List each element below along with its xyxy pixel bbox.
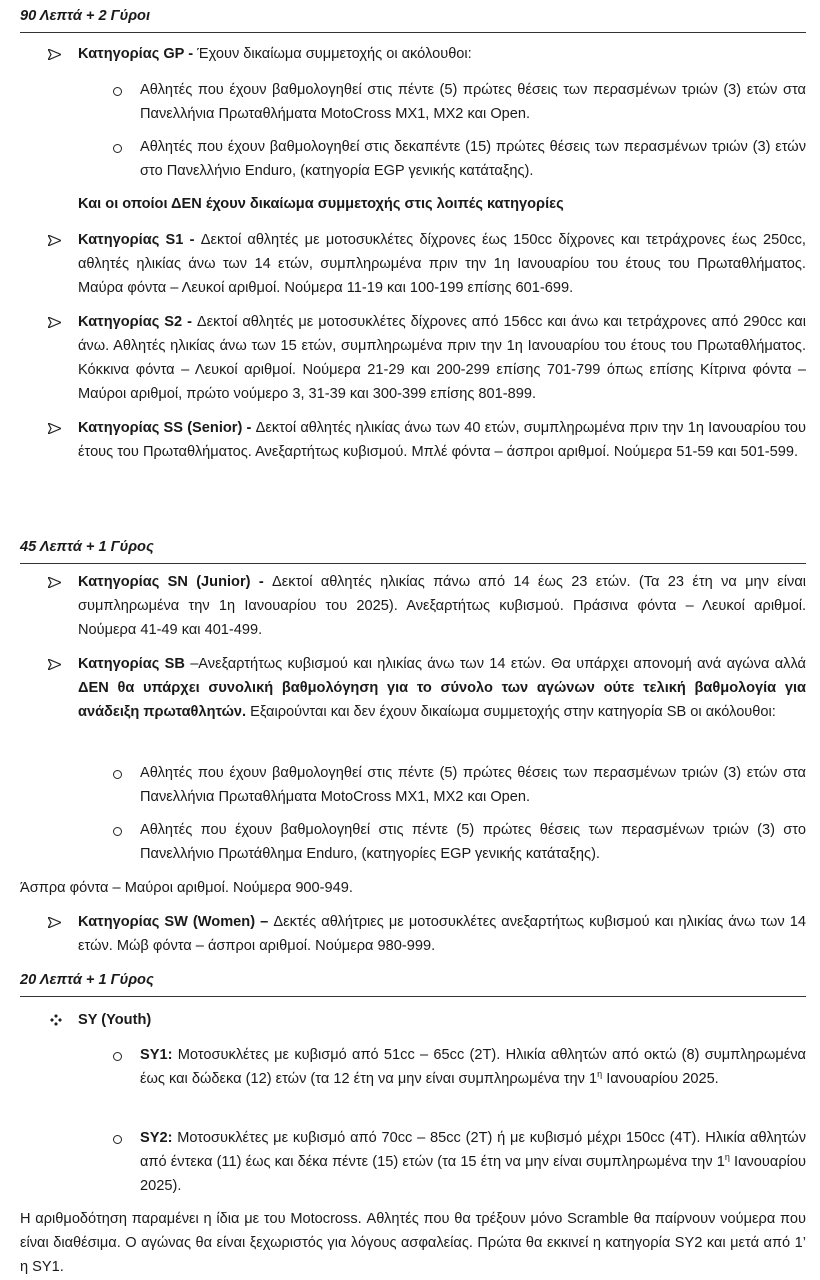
category-ss — [78, 416, 806, 464]
sb-subitem-1-text: Αθλητές που έχουν βαθμολογηθεί στις πέντε (5) πρώτες θέσεις των περασμένων τριών (3) ετών στα Πανελλήνια Πρωταθλήματα MotoCross MX1, MX2 και Open. — [140, 765, 806, 805]
category-sy-label: SY (Youth) — [78, 1012, 152, 1028]
circle-bullet-icon — [113, 144, 122, 153]
category-sw-text: Δεκτές αθλήτριες με μοτοσυκλέτες ανεξαρτήτως κυβισμού και ηλικίας άνω των 14 ετών. Μώβ φόντα – άσπροι αριθμοί. Νούμερα 980-999. — [78, 914, 806, 954]
circle-bullet-icon — [113, 827, 122, 836]
gp-subitem-2 — [140, 135, 806, 183]
arrow-bullet-icon — [48, 577, 61, 588]
sy1-text: Μοτοσυκλέτες με κυβισμό από 51cc – 65cc (2T). Ηλικία αθλητών από οκτώ (8) συμπληρωμένα έως και δώδεκα (12) ετών (τα 12 έτη να μην είναι συμπληρωμένα την 1 — [140, 1047, 806, 1087]
sy1-label: SY1: — [140, 1047, 173, 1063]
category-s1-text: Δεκτοί αθλητές με μοτοσυκλέτες δίχρονες έως 150cc δίχρονες και τετράχρονες έως 250cc, αθλητές ηλικίας άνω των 14 ετών, συμπληρωμένα πριν την 1η Ιανουαρίου του έτους του Πρωταθλήματος. Μαύρα φόντα – Λευκοί αριθμοί. Νούμερα 11-19 και 100-199 επίσης 601-699. — [78, 232, 806, 296]
category-sb-label: Κατηγορίας SB — [78, 656, 185, 672]
category-sb — [78, 652, 806, 724]
arrow-bullet-icon — [48, 49, 61, 60]
diamond-bullet-icon — [50, 1014, 62, 1026]
category-s2 — [78, 310, 806, 406]
gp-subitem-2-text: Αθλητές που έχουν βαθμολογηθεί στις δεκαπέντε (15) πρώτες θέσεις των περασμένων τριών (3) ετών στο Πανελλήνιο Enduro, (κατηγορία EGP γενικής κατάταξης). — [140, 139, 806, 179]
gp-note — [78, 192, 806, 216]
category-s1 — [78, 228, 806, 300]
footer-paragraph: Η αριθμοδότηση παραμένει η ίδια με του Motocross. Αθλητές που θα τρέξουν μόνο Scramble θα παίρνουν νούμερα που είναι διαθέσιμα. Ο αγώνας θα είναι ξεχωριστός για λόγους ασφαλείας. Πρώτα θα εκκινεί η κατηγορία SY2 και μετά από 1’ η SY1. — [20, 1211, 806, 1275]
category-gp — [78, 42, 806, 66]
circle-bullet-icon — [113, 770, 122, 779]
category-sb-text2: Εξαιρούνται και δεν έχουν δικαίωμα συμμετοχής στην κατηγορία SB οι ακόλουθοι: — [246, 704, 776, 720]
category-sn-text: Δεκτοί αθλητές ηλικίας πάνω από 14 έως 23 ετών. (Τα 23 έτη να μην είναι συμπληρωμένα την 1η Ιανουαρίου του 2025). Ανεξαρτήτως κυβισμού. Πράσινα φόντα – Λευκοί αριθμοί. Νούμερα 41-49 και 401-499. — [78, 574, 806, 638]
arrow-bullet-icon — [48, 659, 61, 670]
category-sb-bold: ΔΕΝ θα υπάρχει συνολική βαθμολόγηση για το σύνολο των αγώνων ούτε τελική βαθμολογία για ανάδειξη πρωταθλητών. — [78, 680, 806, 720]
sb-subitem-2-text: Αθλητές που έχουν βαθμολογηθεί στις πέντε (5) πρώτες θέσεις των περασμένων τριών (3) στο Πανελλήνιο Πρωτάθλημα Enduro, (κατηγορίες EGP γενικής κατάταξης). — [140, 822, 806, 862]
category-sn — [78, 570, 806, 642]
circle-bullet-icon — [113, 87, 122, 96]
sy2-sup: η — [724, 1152, 730, 1163]
circle-bullet-icon — [113, 1135, 122, 1144]
category-sy — [78, 1008, 806, 1032]
category-ss-label: Κατηγορίας SS (Senior) - — [78, 420, 252, 436]
category-gp-text: Έχουν δικαίωμα συμμετοχής οι ακόλουθοι: — [193, 46, 472, 62]
category-sb-text1: –Ανεξαρτήτως κυβισμού και ηλικίας άνω των 14 ετών. Θα υπάρχει απονομή ανά αγώνα αλλά — [184, 656, 806, 672]
category-sn-label: Κατηγορίας SN (Junior) - — [78, 574, 264, 590]
arrow-bullet-icon — [48, 917, 61, 928]
sb-subitem-1 — [140, 761, 806, 809]
section-heading-90min: 90 Λεπτά + 2 Γύροι — [20, 6, 806, 33]
sy2-end: Ιανουαρίου 2025). — [140, 1154, 806, 1194]
category-s2-label: Κατηγορίας S2 - — [78, 314, 192, 330]
section-heading-45min: 45 Λεπτά + 1 Γύρος — [20, 537, 806, 564]
arrow-bullet-icon — [48, 423, 61, 434]
sy1-item — [140, 1043, 806, 1091]
category-s1-label: Κατηγορίας S1 - — [78, 232, 195, 248]
category-sw-label: Κατηγορίας SW (Women) – — [78, 914, 269, 930]
category-sw — [78, 910, 806, 958]
arrow-bullet-icon — [48, 317, 61, 328]
gp-note-text: Και οι οποίοι ΔΕΝ έχουν δικαίωμα συμμετοχής στις λοιπές κατηγορίες — [78, 196, 564, 212]
category-gp-label: Κατηγορίας GP - — [78, 46, 194, 62]
sy2-text: Μοτοσυκλέτες με κυβισμό από 70cc – 85cc (2T) ή με κυβισμό μέχρι 150cc (4T). Ηλικία αθλητών από έντεκα (11) έως και δέκα πέντε (15) ετών (τα 15 έτη να μην είναι συμπληρωμένα την 1 — [140, 1130, 806, 1170]
sb-subitem-2 — [140, 818, 806, 866]
category-s2-text: Δεκτοί αθλητές με μοτοσυκλέτες δίχρονες από 156cc και άνω και τετράχρονες από 290cc και άνω. Αθλητές ηλικίας άνω των 15 ετών, συμπληρωμένα πριν την 1η Ιανουαρίου του έτους του Πρωταθλήματος. Κόκκινα φόντα – Λευκοί αριθμοί. Νούμερα 21-29 και 200-299 επίσης 701-799 όπως επίσης Κίτρινα φόντα – Μαύροι αριθμοί, πρώτο νούμερο 3, 31-39 και 300-399 επίσης 801-899. — [78, 314, 806, 402]
category-ss-text: Δεκτοί αθλητές ηλικίας άνω των 40 ετών, συμπληρωμένα πριν την 1η Ιανουαρίου του έτους του Πρωταθλήματος. Ανεξαρτήτως κυβισμού. Μπλέ φόντα – άσπροι αριθμοί. Νούμερα 51-59 και 501-599. — [78, 420, 806, 460]
gp-subitem-1 — [140, 78, 806, 126]
sy1-sup: η — [597, 1069, 603, 1080]
section-heading-20min: 20 Λεπτά + 1 Γύρος — [20, 970, 806, 997]
sy2-label: SY2: — [140, 1130, 173, 1146]
arrow-bullet-icon — [48, 235, 61, 246]
gp-subitem-1-text: Αθλητές που έχουν βαθμολογηθεί στις πέντε (5) πρώτες θέσεις των περασμένων τριών (3) ετών στα Πανελλήνια Πρωταθλήματα MotoCross MX1, MX2 και Open. — [140, 82, 806, 122]
sy2-item — [140, 1126, 806, 1198]
sb-note: Άσπρα φόντα – Μαύροι αριθμοί. Νούμερα 900-949. — [20, 880, 353, 896]
circle-bullet-icon — [113, 1052, 122, 1061]
sy1-end: Ιανουαρίου 2025. — [602, 1071, 719, 1087]
